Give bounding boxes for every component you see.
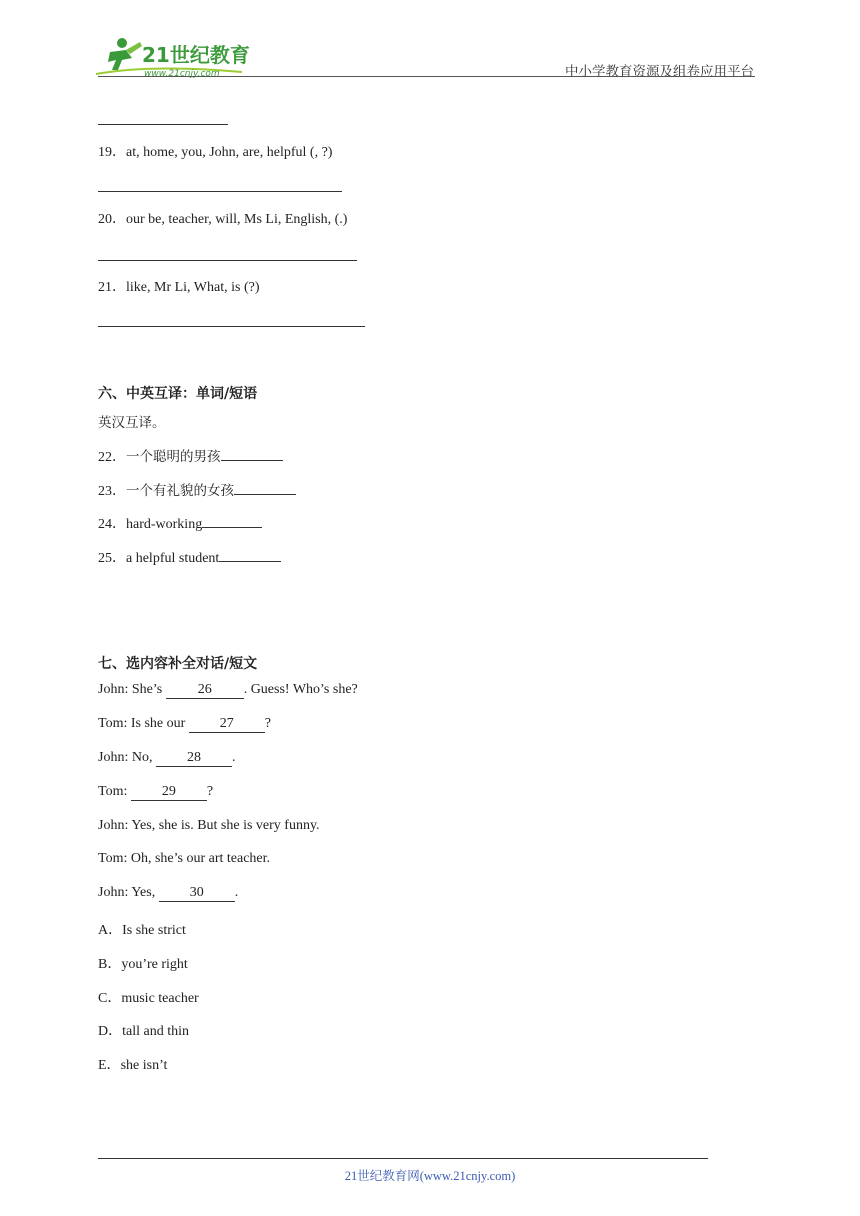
question-text: a helpful student <box>126 551 220 566</box>
dialogue-line <box>98 818 320 834</box>
footer-link[interactable]: 21世纪教育网(www.21cnjy.com) <box>344 1169 516 1183</box>
question-number: 22． <box>98 450 126 465</box>
question-text: 一个有礼貌的女孩 <box>126 483 234 499</box>
question-number: 21． <box>98 280 126 295</box>
option-letter: E． <box>98 1058 121 1073</box>
dialogue-line <box>98 682 358 699</box>
question-21 <box>98 276 260 296</box>
option-d <box>98 1020 189 1040</box>
answer-blank[interactable] <box>221 459 283 461</box>
gap-30[interactable]: 30 <box>159 886 235 902</box>
option-c <box>98 987 199 1007</box>
dialogue-text: . <box>231 750 236 765</box>
question-19 <box>98 141 332 161</box>
question-number: 24． <box>98 517 126 532</box>
platform-name: 中小学教育资源及组卷应用平台 <box>565 64 754 80</box>
option-letter: B． <box>98 957 122 972</box>
question-text: hard-working <box>126 517 203 532</box>
question-22 <box>98 445 283 466</box>
dialogue-text: John: She’s <box>98 682 166 697</box>
dialogue-line <box>98 716 271 733</box>
option-text: tall and thin <box>122 1024 190 1039</box>
question-number: 19． <box>98 145 126 160</box>
option-text: Is she strict <box>122 923 186 938</box>
section-7-title: 七、选内容补全对话/短文 <box>98 656 258 672</box>
option-letter: A． <box>98 923 123 938</box>
gap-28[interactable]: 28 <box>156 751 232 767</box>
gap-27[interactable]: 27 <box>189 717 265 733</box>
site-logo <box>92 34 262 80</box>
question-23 <box>98 479 296 500</box>
option-e <box>98 1054 167 1074</box>
answer-blank[interactable] <box>219 560 281 562</box>
dialogue-text: . <box>234 885 239 900</box>
dialogue-text: ? <box>264 716 272 731</box>
option-text: music teacher <box>121 991 199 1006</box>
dialogue-text: John: No, <box>98 750 156 765</box>
gap-26[interactable]: 26 <box>166 683 244 699</box>
answer-blank[interactable] <box>202 526 262 528</box>
question-number: 20． <box>98 212 126 227</box>
answer-line-20[interactable] <box>98 250 357 266</box>
question-number: 25． <box>98 551 126 566</box>
option-letter: D． <box>98 1024 123 1039</box>
dialogue-text: ? <box>206 784 214 799</box>
option-b <box>98 953 188 973</box>
dialogue-text: . Guess! Who’s she? <box>243 682 358 697</box>
header-divider <box>98 76 755 77</box>
dialogue-text: John: Yes, she is. But she is very funny. <box>98 818 320 833</box>
dialogue-text: Tom: Is she our <box>98 716 189 731</box>
svg-text:www.21cnjy.com: www.21cnjy.com <box>144 69 220 79</box>
answer-blank[interactable] <box>234 493 296 495</box>
option-a <box>98 919 186 939</box>
dialogue-text: Tom: <box>98 784 131 799</box>
question-20 <box>98 208 347 228</box>
dialogue-line <box>98 750 235 767</box>
dialogue-text: John: Yes, <box>98 885 159 900</box>
option-text: you’re right <box>121 957 188 972</box>
question-text: 一个聪明的男孩 <box>126 449 221 465</box>
dialogue-line <box>98 784 213 801</box>
answer-line-21[interactable] <box>98 316 365 332</box>
dialogue-text: Tom: Oh, she’s our art teacher. <box>98 851 271 866</box>
footer-divider <box>98 1158 708 1159</box>
answer-line-19[interactable] <box>98 181 342 197</box>
answer-line <box>98 114 228 130</box>
dialogue-line <box>98 851 270 867</box>
question-number: 23． <box>98 484 126 499</box>
question-24 <box>98 513 262 533</box>
question-text: our be, teacher, will, Ms Li, English, (.) <box>126 212 348 227</box>
question-25 <box>98 547 281 567</box>
section-6-instruction: 英汉互译。 <box>98 415 166 431</box>
option-text: she isn’t <box>120 1058 168 1073</box>
option-letter: C． <box>98 991 122 1006</box>
section-6-title: 六、中英互译：单词/短语 <box>98 386 258 402</box>
question-text: at, home, you, John, are, helpful (, ?) <box>126 145 333 160</box>
dialogue-line <box>98 885 238 902</box>
gap-29[interactable]: 29 <box>131 785 207 801</box>
svg-text:21世纪教育: 21世纪教育 <box>142 43 250 67</box>
question-text: like, Mr Li, What, is (?) <box>126 280 260 295</box>
